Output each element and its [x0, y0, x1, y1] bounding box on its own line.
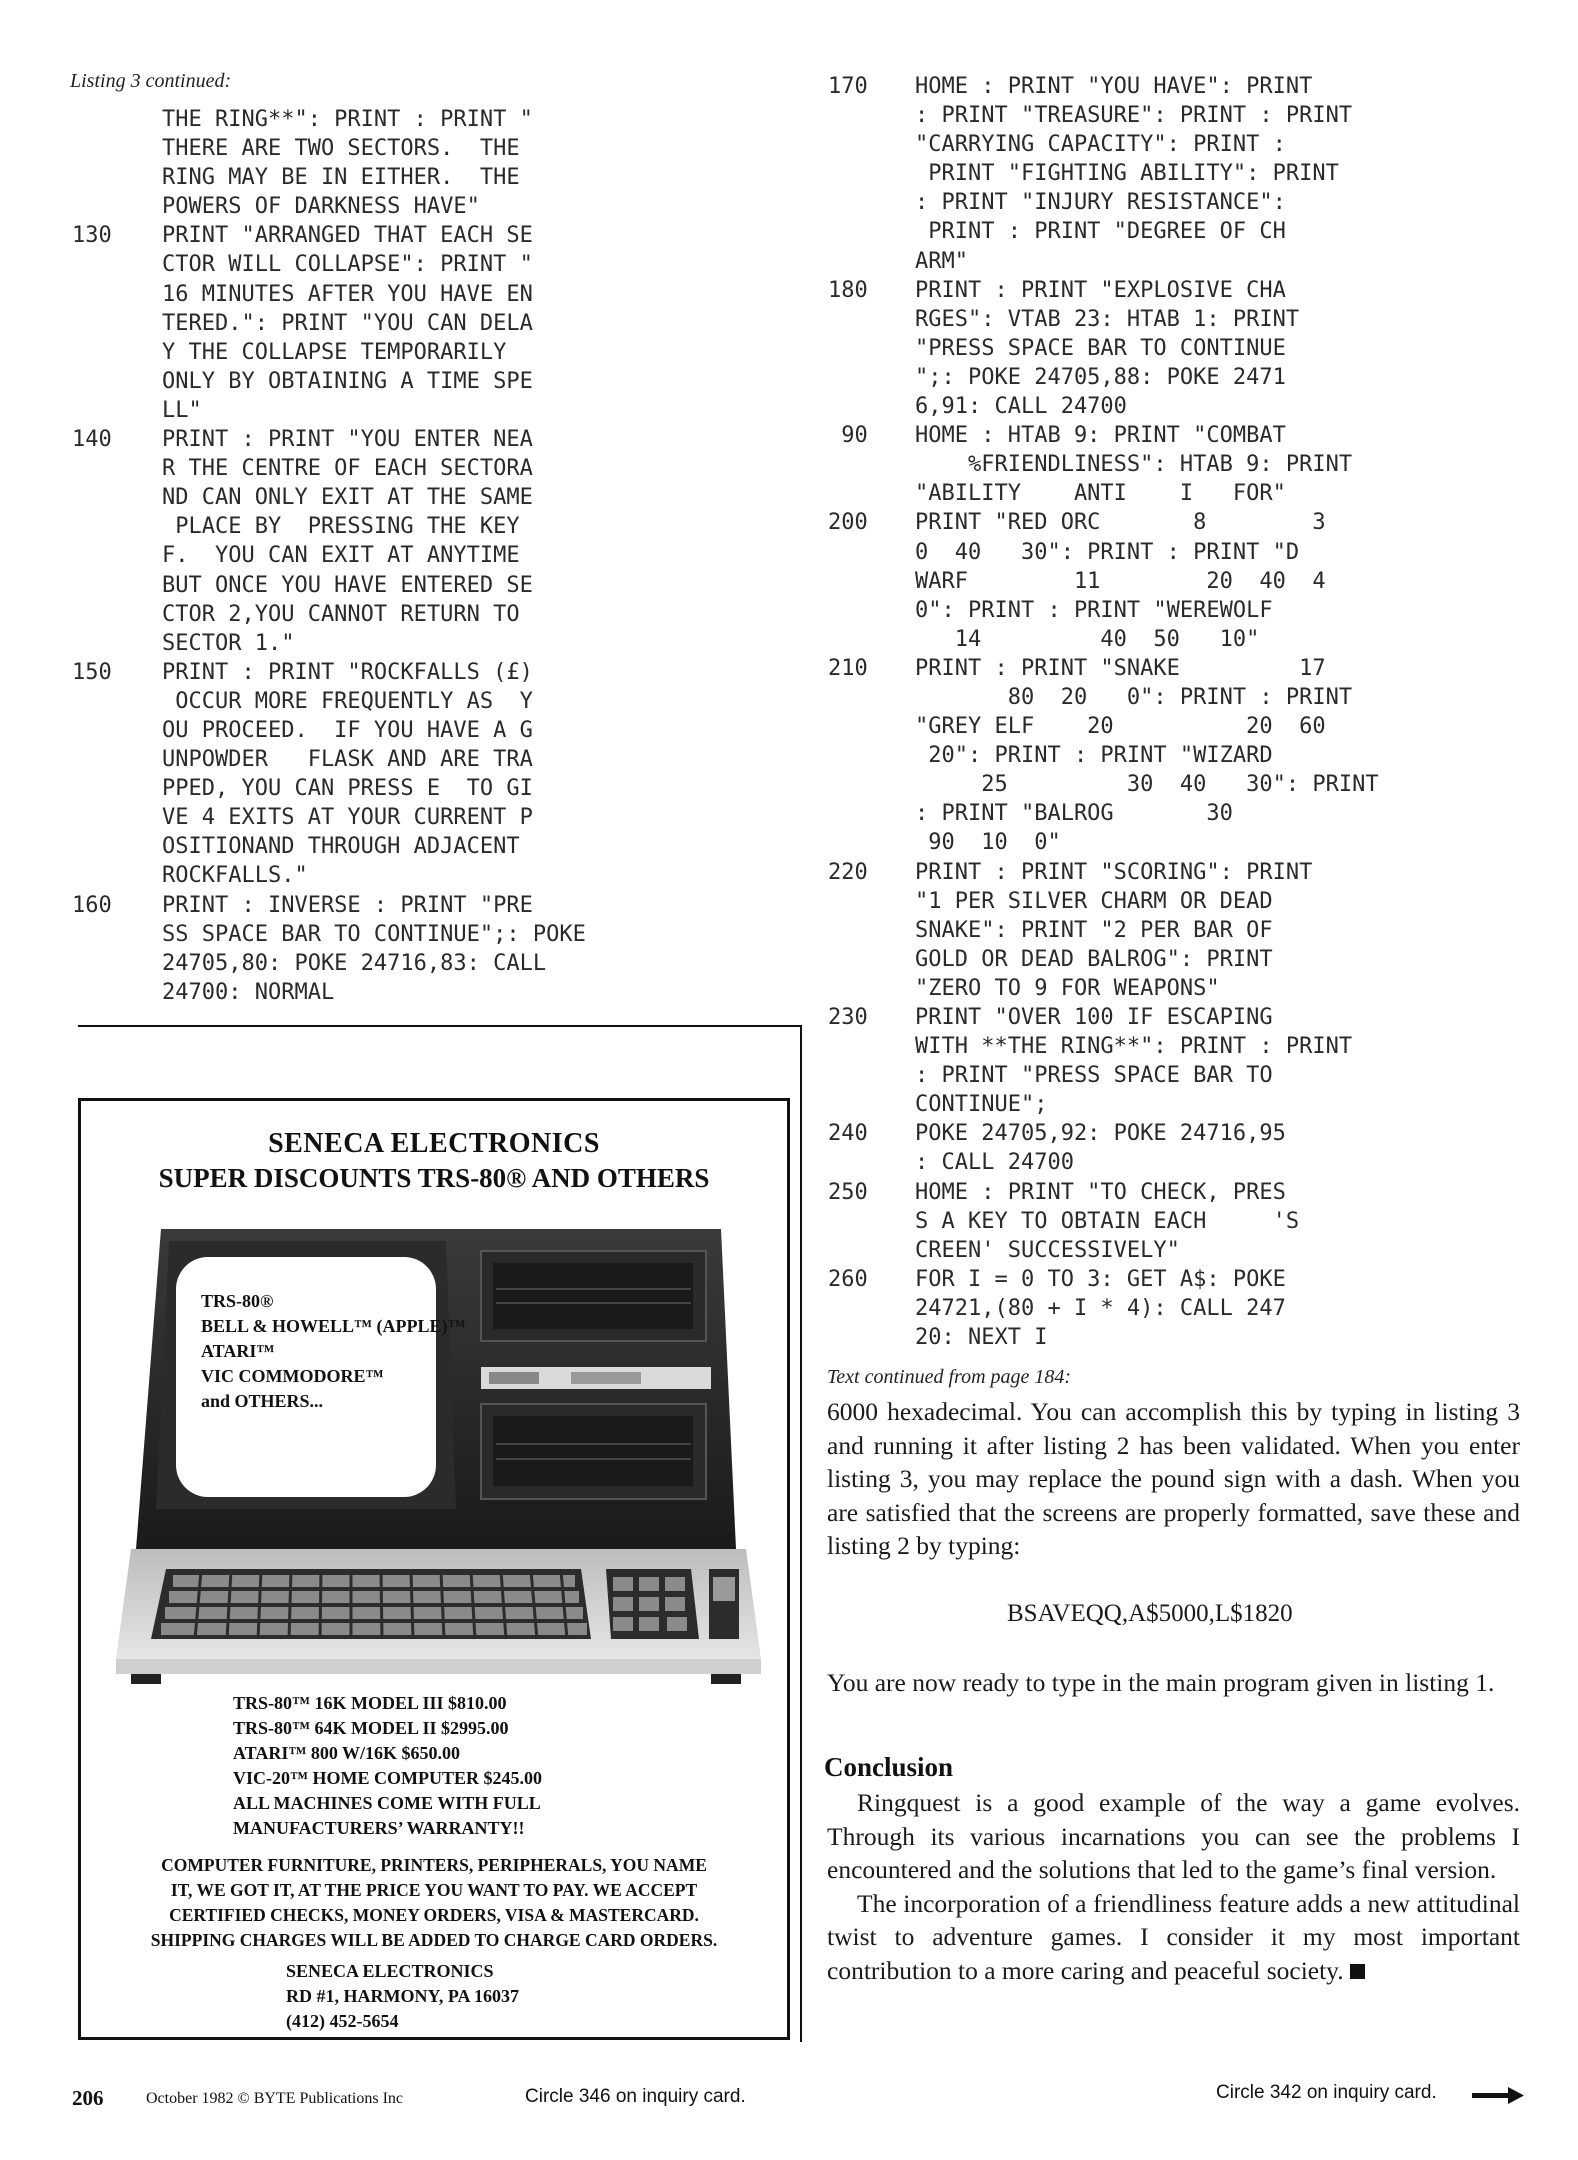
- code-text: SNAKE": PRINT "2 PER BAR OF: [915, 917, 1273, 943]
- line-number: [72, 105, 162, 134]
- code-text: 24705,80: POKE 24716,83: CALL: [162, 950, 547, 976]
- listing-line: [828, 828, 1528, 857]
- code-text: 80 20 0": PRINT : PRINT: [915, 684, 1353, 710]
- listing-line: [828, 770, 1528, 799]
- listing-line: [72, 192, 772, 221]
- conclusion-paragraph-1: Ringquest is a good example of the way a game evolves. Through its various incarnations you can see the problems I encountered and the solutions that led to the game’s final version.: [827, 1788, 1520, 1885]
- line-number: [828, 1294, 915, 1323]
- price-line: TRS-80™ 64K MODEL II $2995.00: [233, 1718, 509, 1738]
- code-text: "CARRYING CAPACITY": PRINT :: [915, 132, 1286, 158]
- code-text: LL": [162, 397, 202, 423]
- code-text: WITH **THE RING**": PRINT : PRINT: [915, 1034, 1353, 1060]
- listing-line: [828, 1323, 1528, 1352]
- conclusion-paragraph-2: The incorporation of a friendliness feature adds a new attitudinal twist to adventure games. I consider it my most important contribution to a more caring and peaceful society.: [827, 1888, 1520, 1985]
- text-continued-label: Text continued from page 184:: [827, 1366, 1072, 1388]
- code-text: PRINT : PRINT "DEGREE OF CH: [915, 219, 1286, 245]
- code-text: PRINT : PRINT "SCORING": PRINT: [915, 859, 1313, 885]
- listing-line: [828, 247, 1528, 276]
- line-number: [828, 1090, 915, 1119]
- listing-line: [72, 338, 772, 367]
- code-text: "ZERO TO 9 FOR WEAPONS": [915, 975, 1220, 1001]
- listing-line: [828, 625, 1528, 654]
- line-number: [72, 745, 162, 774]
- ad-body-line: COMPUTER FURNITURE, PRINTERS, PERIPHERALS, YOU NAME: [161, 1855, 707, 1875]
- listing-line: [828, 72, 1528, 101]
- code-text: : PRINT "TREASURE": PRINT : PRINT: [915, 103, 1353, 129]
- line-number: [72, 687, 162, 716]
- listing-line: [828, 450, 1528, 479]
- line-number: [72, 309, 162, 338]
- code-text: 0 40 30": PRINT : PRINT "D: [915, 539, 1300, 565]
- listing-line: [828, 159, 1528, 188]
- code-text: ONLY BY OBTAINING A TIME SPE: [162, 368, 533, 394]
- address-line: (412) 452-5654: [286, 2011, 399, 2031]
- code-text: "1 PER SILVER CHARM OR DEAD: [915, 888, 1273, 914]
- line-number: [828, 945, 915, 974]
- listing-line: [72, 658, 772, 687]
- screen-line: TRS-80®: [201, 1291, 274, 1311]
- line-number: 170: [828, 74, 868, 99]
- line-number: [72, 134, 162, 163]
- code-text: 20": PRINT : PRINT "WIZARD: [915, 743, 1273, 769]
- listing-left-column: [72, 105, 772, 1007]
- code-text: RING MAY BE IN EITHER. THE: [162, 165, 520, 191]
- line-number: [72, 163, 162, 192]
- code-text: PRINT "ARRANGED THAT EACH SE: [162, 223, 533, 249]
- listing-line: [828, 1207, 1528, 1236]
- line-number: [72, 832, 162, 861]
- listing-continued-label: Listing 3 continued:: [70, 70, 232, 92]
- code-text: HOME : PRINT "YOU HAVE": PRINT: [915, 74, 1313, 99]
- code-text: UNPOWDER FLASK AND ARE TRA: [162, 747, 533, 773]
- ad-body-line: CERTIFIED CHECKS, MONEY ORDERS, VISA & MASTERCARD.: [169, 1905, 699, 1925]
- listing-line: [72, 629, 772, 658]
- line-number: [828, 392, 915, 421]
- listing-line: [72, 163, 772, 192]
- listing-line: [828, 799, 1528, 828]
- listing-line: [72, 716, 772, 745]
- listing-line: [828, 1236, 1528, 1265]
- screen-line: VIC COMMODORE™: [201, 1366, 384, 1386]
- line-number: [72, 280, 162, 309]
- line-number: 230: [828, 1005, 868, 1030]
- listing-line: [828, 712, 1528, 741]
- listing-line: [828, 974, 1528, 1003]
- line-number: [72, 396, 162, 425]
- line-number: [828, 712, 915, 741]
- line-number: [828, 101, 915, 130]
- code-text: 14 40 50 10": [915, 626, 1260, 652]
- listing-line: [828, 1003, 1528, 1032]
- code-text: %FRIENDLINESS": HTAB 9: PRINT: [915, 452, 1353, 478]
- screen-line: ATARI™: [201, 1341, 275, 1361]
- listing-line: [72, 949, 772, 978]
- price-line: VIC-20™ HOME COMPUTER $245.00: [233, 1768, 542, 1788]
- line-number: [828, 828, 915, 857]
- line-number: [72, 192, 162, 221]
- listing-line: [72, 105, 772, 134]
- code-text: PRINT "FIGHTING ABILITY": PRINT: [915, 161, 1339, 187]
- conclusion-body: [827, 1786, 1520, 1988]
- code-text: CONTINUE";: [915, 1092, 1048, 1118]
- listing-right-column: [828, 72, 1528, 1352]
- address-line: SENECA ELECTRONICS: [286, 1961, 494, 1981]
- line-number: 150: [72, 659, 112, 685]
- line-number: [828, 363, 915, 392]
- line-number: [72, 600, 162, 629]
- listing-line: [72, 134, 772, 163]
- code-text: SS SPACE BAR TO CONTINUE";: POKE: [162, 921, 586, 947]
- code-text: WARF 11 20 40 4: [915, 568, 1326, 594]
- listing-line: [828, 916, 1528, 945]
- code-text: CREEN' SUCCESSIVELY": [915, 1237, 1180, 1263]
- arrow-right-icon: [1472, 2085, 1524, 2105]
- code-text: : PRINT "PRESS SPACE BAR TO: [915, 1063, 1273, 1089]
- code-text: RGES": VTAB 23: HTAB 1: PRINT: [915, 306, 1300, 332]
- listing-line: [72, 367, 772, 396]
- listing-line: [828, 654, 1528, 683]
- code-text: 24700: NORMAL: [162, 979, 335, 1005]
- listing-line: [72, 891, 772, 920]
- line-number: [828, 188, 915, 217]
- ad-price-list: [233, 1691, 542, 1841]
- price-line: MANUFACTURERS’ WARRANTY!!: [233, 1818, 525, 1838]
- listing-line: [828, 1061, 1528, 1090]
- code-text: GOLD OR DEAD BALROG": PRINT: [915, 946, 1273, 972]
- code-text: TERED.": PRINT "YOU CAN DELA: [162, 310, 533, 336]
- listing-line: [828, 1119, 1528, 1148]
- listing-line: [72, 920, 772, 949]
- listing-line: [828, 945, 1528, 974]
- line-number: [72, 861, 162, 890]
- listing-line: [828, 1294, 1528, 1323]
- listing-line: [72, 483, 772, 512]
- article-paragraph-2: You are now ready to type in the main program given in listing 1.: [827, 1668, 1495, 1697]
- code-text: OU PROCEED. IF YOU HAVE A G: [162, 717, 533, 743]
- code-text: Y THE COLLAPSE TEMPORARILY: [162, 339, 507, 365]
- listing-line: [72, 309, 772, 338]
- listing-line: [72, 600, 772, 629]
- article-paragraph-1: 6000 hexadecimal. You can accomplish this by typing in listing 3 and running it after listing 2 has been validated. When you enter listing 3, you may replace the pound sign with a dash. When you are satisfied that the screens are properly formatted, save these and listing 2 by typing:: [827, 1397, 1520, 1561]
- code-text: PRINT : PRINT "YOU ENTER NEA: [162, 427, 533, 453]
- line-number: [828, 799, 915, 828]
- line-number: 250: [828, 1179, 868, 1205]
- line-number: [828, 1148, 915, 1177]
- code-text: FOR I = 0 TO 3: GET A$: POKE: [915, 1266, 1286, 1292]
- code-text: 24721,(80 + I * 4): CALL 247: [915, 1295, 1286, 1321]
- code-text: POWERS OF DARKNESS HAVE": [162, 194, 480, 220]
- code-text: 16 MINUTES AFTER YOU HAVE EN: [162, 281, 533, 307]
- footer-circle-right: Circle 342 on inquiry card.: [1216, 2082, 1437, 2103]
- code-text: "PRESS SPACE BAR TO CONTINUE: [915, 335, 1286, 361]
- code-text: "ABILITY ANTI I FOR": [915, 481, 1286, 507]
- footer-date-publisher: October 1982 © BYTE Publications Inc: [146, 2090, 403, 2107]
- code-text: VE 4 EXITS AT YOUR CURRENT P: [162, 805, 533, 831]
- code-text: ";: POKE 24705,88: POKE 2471: [915, 364, 1286, 390]
- line-number: [828, 770, 915, 799]
- line-number: [828, 1032, 915, 1061]
- code-text: OCCUR MORE FREQUENTLY AS Y: [162, 688, 533, 714]
- code-text: PRINT : PRINT "SNAKE 17: [915, 655, 1326, 681]
- listing-line: [828, 130, 1528, 159]
- ad-body-line: SHIPPING CHARGES WILL BE ADDED TO CHARGE CARD ORDERS.: [150, 1930, 718, 1950]
- listing-line: [828, 858, 1528, 887]
- line-number: [72, 716, 162, 745]
- line-number: [72, 920, 162, 949]
- line-number: [72, 774, 162, 803]
- listing-line: [828, 305, 1528, 334]
- line-number: [72, 629, 162, 658]
- line-number: [72, 978, 162, 1007]
- code-text: 90 10 0": [915, 830, 1061, 856]
- line-number: [72, 512, 162, 541]
- listing-line: [72, 774, 772, 803]
- line-number: [828, 334, 915, 363]
- listing-line: [72, 396, 772, 425]
- article-body: [827, 1395, 1520, 1563]
- code-text: S A KEY TO OBTAIN EACH 'S: [915, 1208, 1300, 1234]
- code-text: ARM": [915, 248, 968, 274]
- line-number: [828, 1236, 915, 1265]
- end-of-article-mark: [1350, 1964, 1365, 1979]
- line-number: [72, 367, 162, 396]
- listing-line: [828, 101, 1528, 130]
- line-number: 140: [72, 427, 112, 453]
- code-text: BUT ONCE YOU HAVE ENTERED SE: [162, 572, 533, 598]
- code-text: : PRINT "INJURY RESISTANCE":: [915, 190, 1286, 216]
- line-number: 200: [828, 510, 868, 536]
- code-text: CTOR 2,YOU CANNOT RETURN TO: [162, 601, 520, 627]
- listing-line: [828, 334, 1528, 363]
- code-text: PRINT "OVER 100 IF ESCAPING: [915, 1005, 1273, 1030]
- listing-line: [828, 479, 1528, 508]
- bsave-command: BSAVEQQ,A$5000,L$1820: [1007, 1600, 1293, 1627]
- line-number: [828, 625, 915, 654]
- line-number: [828, 538, 915, 567]
- code-text: PRINT : INVERSE : PRINT "PRE: [162, 892, 533, 918]
- line-number: [828, 479, 915, 508]
- listing-line: [72, 571, 772, 600]
- ad-body-text: [81, 1853, 787, 1953]
- line-number: [828, 247, 915, 276]
- address-line: RD #1, HARMONY, PA 16037: [286, 1986, 519, 2006]
- code-text: HOME : PRINT "TO CHECK, PRES: [915, 1179, 1286, 1205]
- listing-line: [828, 276, 1528, 305]
- code-text: CTOR WILL COLLAPSE": PRINT ": [162, 252, 533, 278]
- code-text: SECTOR 1.": [162, 630, 295, 656]
- code-text: PRINT : PRINT "EXPLOSIVE CHA: [915, 277, 1286, 303]
- ad-subtitle: SUPER DISCOUNTS TRS-80® AND OTHERS: [158, 1163, 710, 1193]
- code-text: : PRINT "BALROG 30: [915, 801, 1233, 827]
- line-number: [828, 1061, 915, 1090]
- ad-body-line: IT, WE GOT IT, AT THE PRICE YOU WANT TO PAY. WE ACCEPT: [170, 1880, 698, 1900]
- line-number: [828, 887, 915, 916]
- code-text: 25 30 40 30": PRINT: [915, 772, 1379, 798]
- listing-line: [828, 508, 1528, 537]
- listing-line: [828, 217, 1528, 246]
- listing-line: [72, 512, 772, 541]
- line-number: [828, 596, 915, 625]
- article-body-2: [827, 1666, 1520, 1700]
- line-number: [828, 1323, 915, 1352]
- ad-screen-text: [201, 1289, 466, 1414]
- listing-line: [72, 221, 772, 250]
- line-number: [828, 217, 915, 246]
- listing-line: [828, 1178, 1528, 1207]
- line-number: [72, 454, 162, 483]
- listing-line: [828, 421, 1528, 450]
- line-number: [72, 250, 162, 279]
- listing-line: [828, 1148, 1528, 1177]
- screen-line: BELL & HOWELL™ (APPLE)™: [201, 1316, 466, 1336]
- listing-line: [72, 425, 772, 454]
- code-text: POKE 24705,92: POKE 24716,95: [915, 1121, 1286, 1147]
- code-text: 0": PRINT : PRINT "WEREWOLF: [915, 597, 1273, 623]
- code-text: PRINT : PRINT "ROCKFALLS (£): [162, 659, 533, 685]
- listing-line: [828, 538, 1528, 567]
- code-text: HOME : HTAB 9: PRINT "COMBAT: [915, 423, 1286, 449]
- listing-line: [828, 1265, 1528, 1294]
- listing-line: [828, 188, 1528, 217]
- footer-circle-left: Circle 346 on inquiry card.: [525, 2086, 746, 2107]
- listing-line: [72, 861, 772, 890]
- line-number: [828, 159, 915, 188]
- listing-line: [828, 596, 1528, 625]
- line-number: 240: [828, 1121, 868, 1147]
- code-text: PLACE BY PRESSING THE KEY: [162, 514, 520, 540]
- code-text: : CALL 24700: [915, 1150, 1074, 1176]
- listing-line: [72, 745, 772, 774]
- listing-line: [72, 978, 772, 1007]
- line-number: 260: [828, 1266, 868, 1292]
- listing-line: [828, 887, 1528, 916]
- line-number: 220: [828, 859, 868, 885]
- price-line: TRS-80™ 16K MODEL III $810.00: [233, 1693, 507, 1713]
- seneca-electronics-ad: [78, 1098, 790, 2040]
- line-number: [72, 483, 162, 512]
- line-number: [828, 567, 915, 596]
- ad-address: [286, 1959, 519, 2034]
- listing-line: [828, 363, 1528, 392]
- listing-line: [72, 280, 772, 309]
- line-number: [828, 916, 915, 945]
- code-text: OSITIONAND THROUGH ADJACENT: [162, 834, 520, 860]
- code-text: ND CAN ONLY EXIT AT THE SAME: [162, 485, 533, 511]
- listing-line: [72, 541, 772, 570]
- screen-line: and OTHERS...: [201, 1391, 324, 1411]
- listing-line: [828, 1032, 1528, 1061]
- line-number: [828, 130, 915, 159]
- code-text: PPED, YOU CAN PRESS E TO GI: [162, 776, 533, 802]
- line-number: 90: [828, 423, 868, 449]
- listing-line: [828, 1090, 1528, 1119]
- line-number: [72, 541, 162, 570]
- code-text: THERE ARE TWO SECTORS. THE: [162, 136, 520, 162]
- line-number: [72, 571, 162, 600]
- line-number: 180: [828, 277, 868, 303]
- line-number: 160: [72, 892, 112, 918]
- line-number: [828, 450, 915, 479]
- listing-line: [72, 250, 772, 279]
- line-number: [828, 683, 915, 712]
- listing-line: [72, 832, 772, 861]
- price-line: ATARI™ 800 W/16K $650.00: [233, 1743, 461, 1763]
- line-number: [828, 974, 915, 1003]
- line-number: 210: [828, 655, 868, 681]
- listing-line: [828, 683, 1528, 712]
- ad-title: SENECA ELECTRONICS: [268, 1128, 600, 1159]
- code-text: F. YOU CAN EXIT AT ANYTIME: [162, 543, 520, 569]
- listing-line: [72, 803, 772, 832]
- line-number: 130: [72, 223, 112, 249]
- price-line: ALL MACHINES COME WITH FULL: [233, 1793, 541, 1813]
- line-number: [72, 949, 162, 978]
- code-text: 6,91: CALL 24700: [915, 394, 1127, 420]
- code-text: ROCKFALLS.": [162, 863, 308, 889]
- listing-line: [828, 567, 1528, 596]
- line-number: [828, 741, 915, 770]
- listing-line: [828, 741, 1528, 770]
- listing-line: [72, 454, 772, 483]
- line-number: [828, 1207, 915, 1236]
- line-number: [72, 338, 162, 367]
- conclusion-heading: Conclusion: [824, 1752, 954, 1782]
- code-text: THE RING**": PRINT : PRINT ": [162, 107, 533, 132]
- line-number: [72, 803, 162, 832]
- listing-line: [72, 687, 772, 716]
- code-text: R THE CENTRE OF EACH SECTORA: [162, 456, 533, 482]
- code-text: 20: NEXT I: [915, 1325, 1048, 1351]
- code-text: "GREY ELF 20 20 60: [915, 714, 1326, 740]
- code-text: PRINT "RED ORC 8 3: [915, 510, 1326, 536]
- listing-line: [828, 392, 1528, 421]
- line-number: [828, 305, 915, 334]
- page-number: 206: [72, 2086, 104, 2110]
